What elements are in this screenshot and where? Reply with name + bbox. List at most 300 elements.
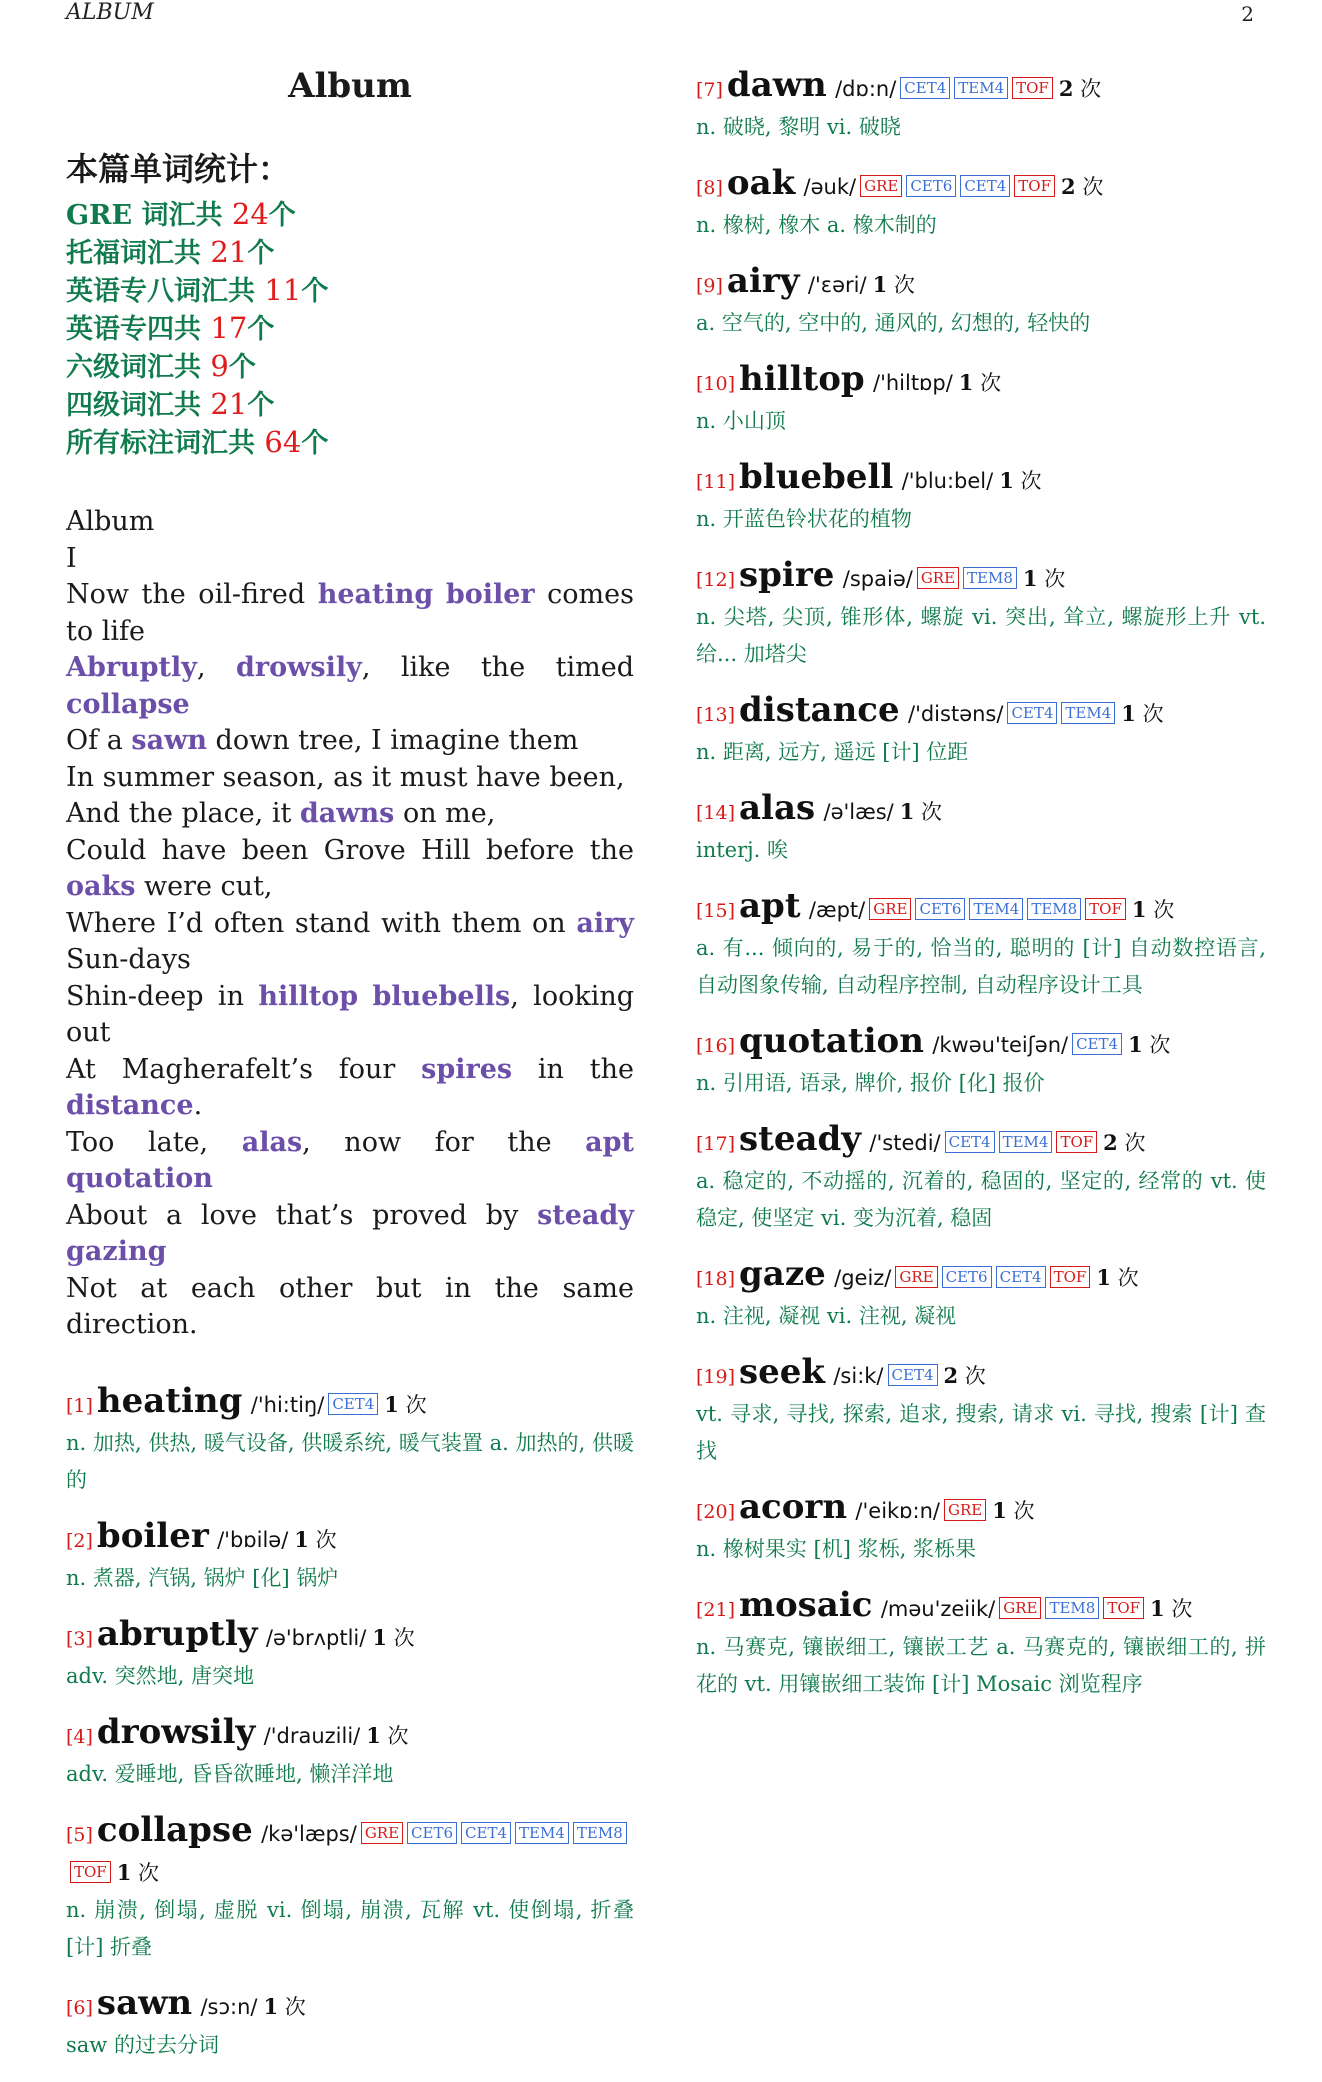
count-unit: 次 — [380, 1723, 409, 1748]
poem-text-segment: , — [196, 652, 237, 683]
poem-line — [66, 979, 634, 1052]
entry-count — [372, 1626, 414, 1650]
vocab-entry — [66, 1517, 634, 1597]
entry-definition: n. 小山顶 — [696, 409, 786, 433]
vocab-entry — [66, 1382, 634, 1499]
entry-head — [696, 1255, 1266, 1298]
entry-word: boiler — [96, 1515, 209, 1556]
count-number: 2 — [1058, 76, 1074, 101]
entry-count — [1061, 175, 1103, 199]
poem-text-segment: down tree, I imagine them — [206, 725, 579, 756]
entry-head — [66, 1984, 634, 2027]
entry-word: hilltop — [739, 359, 865, 399]
exam-tag: TEM8 — [963, 567, 1017, 589]
stat-line — [66, 386, 634, 424]
entry-definition: n. 引用语, 语录, 牌价, 报价 [化] 报价 — [696, 1071, 1045, 1095]
entry-definition: vt. 寻求, 寻找, 探索, 追求, 搜索, 请求 vi. 寻找, 搜索 [计] 查找 — [696, 1402, 1266, 1463]
entry-head — [696, 1120, 1266, 1163]
poem-text-segment: were cut, — [135, 871, 273, 902]
count-number: 1 — [899, 799, 915, 824]
poem-text-segment: Could have been Grove Hill before the — [66, 834, 634, 866]
stat-unit: 个 — [247, 314, 275, 345]
highlighted-word: sawn — [131, 725, 207, 756]
entry-word: abruptly — [96, 1613, 258, 1654]
exam-tag: TOF — [1012, 77, 1053, 99]
exam-tag: TEM8 — [1045, 1597, 1099, 1619]
highlighted-word: hilltop — [258, 980, 359, 1012]
entry-head — [696, 1586, 1266, 1629]
stats-list — [66, 196, 634, 462]
count-number: 1 — [366, 1722, 381, 1748]
entry-head — [696, 66, 1266, 109]
count-unit: 次 — [973, 371, 1002, 395]
entry-definition: n. 橡树, 橡木 a. 橡木制的 — [696, 213, 937, 237]
count-unit: 次 — [1164, 1597, 1193, 1621]
poem-text-segment: In summer season, as it must have been, — [66, 761, 625, 793]
poem-text-segment: At Magherafelt’s four — [66, 1053, 422, 1085]
poem-text-segment: And the place, it — [66, 798, 300, 829]
stat-label: 六级词汇共 — [66, 352, 211, 383]
count-number: 1 — [1022, 566, 1038, 591]
exam-tag: TOF — [1103, 1597, 1144, 1619]
entry-index: [10] — [696, 373, 736, 395]
count-unit: 次 — [1075, 175, 1104, 199]
entry-count — [1150, 1597, 1192, 1621]
vocab-entry — [696, 1586, 1266, 1703]
stat-unit: 个 — [228, 352, 256, 383]
stat-count: 11 — [264, 273, 302, 307]
entry-word: drowsily — [96, 1711, 256, 1752]
entry-count — [263, 1995, 305, 2019]
exam-tag: TEM4 — [969, 898, 1023, 920]
stat-line — [66, 348, 634, 386]
poem-line — [66, 723, 634, 760]
count-unit: 次 — [308, 1527, 337, 1552]
entry-word: collapse — [96, 1809, 253, 1850]
exam-tag: GRE — [917, 567, 959, 589]
highlighted-word: gazing — [66, 1236, 167, 1267]
entry-word: spire — [739, 555, 835, 595]
count-unit: 次 — [1146, 898, 1175, 922]
exam-tag: GRE — [944, 1499, 986, 1521]
highlighted-word: boiler — [445, 579, 535, 610]
entry-definition: a. 空气的, 空中的, 通风的, 幻想的, 轻快的 — [696, 311, 1091, 335]
entry-count — [294, 1528, 336, 1552]
poem-text-segment: in the — [512, 1053, 634, 1085]
entry-count — [944, 1364, 986, 1388]
count-number: 1 — [999, 468, 1014, 493]
entry-head — [66, 1811, 634, 1892]
exam-tag: TEM4 — [1061, 702, 1115, 724]
entry-head — [696, 887, 1266, 930]
count-number: 1 — [1131, 897, 1147, 922]
highlighted-word: alas — [241, 1126, 303, 1158]
poem-line — [66, 796, 634, 833]
entry-head — [696, 1022, 1266, 1065]
vocab-entry — [696, 887, 1266, 1004]
stat-unit: 个 — [301, 428, 329, 459]
highlighted-word: heating — [317, 579, 434, 610]
poem-text-segment: Now the oil-fired — [66, 579, 318, 610]
entry-head — [696, 360, 1266, 403]
entry-definition: n. 加热, 供热, 暖气设备, 供暖系统, 暖气装置 a. 加热的, 供暖的 — [66, 1430, 634, 1492]
count-unit: 次 — [386, 1625, 415, 1650]
vocab-list-left — [66, 1382, 634, 2064]
entry-index: [20] — [696, 1501, 736, 1523]
entry-word: alas — [739, 788, 816, 828]
count-number: 2 — [943, 1363, 959, 1388]
left-column — [66, 66, 634, 2082]
exam-tag: TOF — [70, 1861, 111, 1883]
vocab-entry — [696, 789, 1266, 869]
poem-text-segment — [358, 981, 372, 1012]
entry-definition: adv. 突然地, 唐突地 — [66, 1663, 255, 1688]
entry-word: distance — [739, 690, 900, 730]
stat-count: 9 — [210, 349, 229, 383]
entry-count — [992, 1499, 1034, 1523]
entry-head — [66, 1615, 634, 1658]
vocab-entry — [696, 458, 1266, 538]
entry-phonetic: /'distəns/ — [908, 702, 1004, 726]
entry-count — [1121, 702, 1163, 726]
stat-unit: 个 — [247, 390, 275, 421]
vocab-entry — [696, 1120, 1266, 1237]
stats-heading: 本篇单词统计： — [66, 150, 291, 188]
exam-tag: CET4 — [996, 1266, 1046, 1288]
poem-text-segment: Too late, — [66, 1126, 242, 1158]
entry-word: sawn — [96, 1982, 193, 2023]
vocab-entry — [696, 262, 1266, 342]
stat-count: 21 — [210, 235, 248, 269]
entry-index: [9] — [696, 275, 723, 297]
entry-word: seek — [739, 1352, 825, 1392]
running-header-title: ALBUM — [66, 0, 154, 25]
vocab-entry — [66, 1713, 634, 1793]
highlighted-word: drowsily — [236, 652, 362, 683]
entry-index: [13] — [696, 704, 736, 726]
highlighted-word: dawns — [299, 798, 395, 829]
exam-tag: CET4 — [461, 1822, 511, 1844]
highlighted-word: collapse — [66, 688, 190, 720]
entry-phonetic: /sɔ:n/ — [200, 1994, 258, 2019]
count-unit: 次 — [278, 1994, 306, 2019]
poem-line — [66, 650, 634, 723]
entry-definition: n. 崩溃, 倒塌, 虚脱 vi. 倒塌, 崩溃, 瓦解 vt. 使倒塌, 折叠 [计] 折叠 — [66, 1897, 634, 1959]
stat-count: 64 — [264, 425, 302, 459]
exam-tag: GRE — [860, 175, 902, 197]
count-unit: 次 — [1142, 1033, 1171, 1057]
count-number: 1 — [958, 370, 974, 395]
poem-line — [66, 1198, 634, 1271]
exam-tag: TOF — [1014, 175, 1055, 197]
entry-definition: n. 橡树果实 [机] 浆栎, 浆栎果 — [696, 1537, 976, 1561]
entry-count — [1059, 77, 1101, 101]
stat-line — [66, 424, 634, 462]
exam-tag: GRE — [999, 1597, 1041, 1619]
entry-phonetic: /əuk/ — [803, 175, 857, 199]
vocab-entry — [696, 1255, 1266, 1335]
entry-word: mosaic — [739, 1585, 873, 1625]
count-number: 1 — [384, 1391, 399, 1417]
entry-head — [696, 1488, 1266, 1531]
entry-definition: n. 破晓, 黎明 vi. 破晓 — [696, 115, 901, 139]
vocab-entry — [66, 1811, 634, 1966]
count-unit: 次 — [914, 800, 943, 824]
entry-count — [384, 1393, 426, 1417]
stat-count: 17 — [210, 311, 248, 345]
count-unit: 次 — [1013, 469, 1042, 493]
entry-word: airy — [726, 261, 800, 301]
entry-count — [959, 371, 1001, 395]
exam-tag: CET4 — [888, 1364, 938, 1386]
exam-tag: CET6 — [915, 898, 965, 920]
vocab-entry — [66, 1984, 634, 2064]
highlighted-word: distance — [66, 1090, 194, 1121]
document-title: Album — [288, 66, 412, 106]
poem-text-segment: Of a — [66, 725, 132, 756]
poem-text-segment: Shin-deep in — [66, 980, 259, 1012]
count-unit: 次 — [1037, 567, 1066, 591]
entry-head — [66, 1382, 634, 1425]
vocab-entry — [66, 1615, 634, 1695]
count-number: 1 — [1128, 1032, 1143, 1057]
entry-definition: saw 的过去分词 — [66, 2032, 219, 2057]
entry-count — [1132, 898, 1174, 922]
poem-line — [66, 760, 634, 797]
stat-unit: 个 — [301, 276, 329, 307]
entry-definition: adv. 爱睡地, 昏昏欲睡地, 懒洋洋地 — [66, 1761, 394, 1786]
count-unit: 次 — [398, 1392, 427, 1417]
poem-line — [66, 1271, 634, 1344]
stat-line — [66, 272, 634, 310]
entry-definition: n. 注视, 凝视 vi. 注视, 凝视 — [696, 1304, 957, 1328]
entry-phonetic: /kə'læps/ — [261, 1821, 357, 1846]
entry-head — [696, 262, 1266, 305]
entry-word: dawn — [726, 65, 827, 105]
count-number: 1 — [872, 272, 888, 297]
exam-tag: TEM8 — [1027, 898, 1081, 920]
count-number: 1 — [1121, 701, 1136, 726]
entry-index: [18] — [696, 1268, 736, 1290]
vocab-entry — [696, 360, 1266, 440]
poem-text-segment: I — [66, 542, 77, 574]
highlighted-word: oaks — [66, 871, 136, 902]
vocab-entry — [696, 164, 1266, 244]
count-unit: 次 — [131, 1860, 160, 1885]
poem-text-segment: About a love that’s proved by — [66, 1199, 538, 1231]
poem-text-segment: , now for the — [302, 1126, 586, 1158]
exam-tag: GRE — [361, 1822, 403, 1844]
entry-phonetic: /geiz/ — [834, 1266, 892, 1290]
entry-phonetic: /ə'læs/ — [823, 800, 894, 824]
highlighted-word: Abruptly — [66, 652, 197, 683]
highlighted-word: bluebells — [372, 980, 511, 1012]
poem-text-segment — [433, 579, 446, 610]
entry-phonetic: /'drauzili/ — [263, 1723, 361, 1748]
entry-head — [696, 164, 1266, 207]
entry-phonetic: /'hiltɒp/ — [873, 371, 953, 395]
poem-text — [66, 504, 634, 1344]
count-number: 1 — [992, 1498, 1007, 1523]
entry-count — [900, 800, 942, 824]
entry-index: [19] — [696, 1366, 736, 1388]
count-number: 1 — [1150, 1596, 1165, 1621]
highlighted-word: airy — [576, 907, 634, 939]
entry-phonetic: /kwəu'teiʃən/ — [932, 1033, 1069, 1057]
entry-count — [117, 1861, 159, 1885]
entry-index: [3] — [66, 1627, 93, 1650]
stat-count: 21 — [210, 387, 248, 421]
poem-text-segment: , like the timed — [361, 652, 634, 683]
exam-tag: TEM8 — [573, 1822, 627, 1844]
entry-definition: n. 距离, 远方, 遥远 [计] 位距 — [696, 740, 969, 764]
entry-definition: interj. 唉 — [696, 838, 789, 862]
exam-tag: CET6 — [906, 175, 956, 197]
entry-index: [15] — [696, 900, 736, 922]
entry-head — [696, 556, 1266, 599]
entry-phonetic: /'blu:bel/ — [901, 469, 994, 493]
poem-line — [66, 833, 634, 906]
stat-label: 英语专四共 — [66, 314, 211, 345]
stat-unit: 个 — [268, 200, 296, 231]
entry-phonetic: /'ɛəri/ — [807, 273, 867, 297]
stat-line — [66, 310, 634, 348]
entry-count — [873, 273, 915, 297]
exam-tag: CET4 — [1072, 1033, 1122, 1055]
entry-index: [17] — [696, 1133, 736, 1155]
entry-count — [1103, 1131, 1145, 1155]
entry-word: gaze — [739, 1254, 826, 1294]
count-unit: 次 — [1006, 1499, 1035, 1523]
vocab-list-right — [696, 66, 1266, 1721]
poem-line — [66, 1125, 634, 1198]
stat-unit: 个 — [247, 238, 275, 269]
highlighted-word: apt — [585, 1126, 634, 1158]
entry-count — [366, 1724, 408, 1748]
exam-tag: CET6 — [407, 1822, 457, 1844]
exam-tag: TEM4 — [999, 1131, 1053, 1153]
exam-tag: CET4 — [328, 1393, 378, 1415]
stat-label: 四级词汇共 — [66, 390, 211, 421]
poem-text-segment: on me, — [394, 798, 496, 829]
highlighted-word: quotation — [66, 1163, 213, 1194]
poem-text-segment: comes to life — [66, 579, 634, 647]
count-unit: 次 — [1073, 77, 1102, 101]
exam-tag: TEM4 — [515, 1822, 569, 1844]
vocab-entry — [696, 1353, 1266, 1470]
poem-text-segment: Album — [66, 506, 155, 537]
vocab-entry — [696, 66, 1266, 146]
entry-definition: n. 马赛克, 镶嵌细工, 镶嵌工艺 a. 马赛克的, 镶嵌细工的, 拼花的 vt. 用镶嵌细工装饰 [计] Mosaic 浏览程序 — [696, 1635, 1266, 1696]
entry-head — [696, 789, 1266, 832]
stat-label: 所有标注词汇共 — [66, 428, 265, 459]
count-number: 1 — [116, 1859, 132, 1885]
entry-index: [11] — [696, 471, 736, 493]
entry-definition: a. 稳定的, 不动摇的, 沉着的, 稳固的, 坚定的, 经常的 vt. 使稳定, 使坚定 vi. 变为沉着, 稳固 — [696, 1169, 1266, 1230]
entry-word: bluebell — [739, 457, 894, 497]
stat-label: 托福词汇共 — [66, 238, 211, 269]
page-number: 2 — [1241, 2, 1254, 26]
vocab-entry — [696, 556, 1266, 673]
exam-tag: CET4 — [900, 77, 950, 99]
count-number: 2 — [1061, 174, 1076, 199]
stat-count: 24 — [231, 197, 269, 231]
entry-word: heating — [96, 1380, 243, 1421]
count-number: 1 — [1096, 1265, 1111, 1290]
exam-tag: CET4 — [945, 1131, 995, 1153]
poem-line — [66, 541, 634, 578]
entry-index: [21] — [696, 1599, 736, 1621]
entry-word: acorn — [739, 1487, 848, 1527]
entry-index: [5] — [66, 1823, 93, 1846]
entry-index: [14] — [696, 802, 736, 824]
count-unit: 次 — [958, 1364, 986, 1388]
entry-index: [1] — [66, 1394, 93, 1417]
entry-phonetic: /ə'brʌptli/ — [265, 1625, 367, 1650]
entry-word: quotation — [739, 1021, 924, 1061]
poem-line — [66, 1052, 634, 1125]
exam-tag: CET4 — [960, 175, 1010, 197]
entry-head — [66, 1517, 634, 1560]
count-unit: 次 — [1110, 1266, 1139, 1290]
entry-index: [6] — [66, 1996, 93, 2019]
vocab-entry — [696, 691, 1266, 771]
highlighted-word: spires — [421, 1053, 513, 1085]
exam-tag: TOF — [1050, 1266, 1091, 1288]
stat-label: GRE 词汇共 — [66, 200, 232, 231]
count-number: 2 — [1103, 1130, 1118, 1155]
entry-head — [696, 1353, 1266, 1396]
poem-line — [66, 504, 634, 541]
entry-index: [16] — [696, 1035, 736, 1057]
highlighted-word: steady — [537, 1199, 634, 1231]
entry-phonetic: /'eikɒ:n/ — [855, 1499, 940, 1523]
vocab-entry — [696, 1022, 1266, 1102]
poem-text-segment: . — [193, 1090, 203, 1121]
entry-definition: a. 有... 倾向的, 易于的, 恰当的, 聪明的 [计] 自动数控语言, 自动图象传输, 自动程序控制, 自动程序设计工具 — [696, 936, 1266, 997]
exam-tag: GRE — [869, 898, 911, 920]
entry-index: [12] — [696, 569, 736, 591]
poem-text-segment: Not at each other but in the same direction. — [66, 1272, 634, 1340]
exam-tag: CET6 — [942, 1266, 992, 1288]
entry-index: [2] — [66, 1529, 93, 1552]
poem-line — [66, 906, 634, 979]
entry-word: apt — [739, 886, 801, 926]
entry-phonetic: /'hi:tiŋ/ — [250, 1392, 325, 1417]
entry-definition: n. 尖塔, 尖顶, 锥形体, 螺旋 vi. 突出, 耸立, 螺旋形上升 vt. 给... 加塔尖 — [696, 605, 1266, 666]
count-number: 1 — [263, 1993, 279, 2019]
entry-definition: n. 煮器, 汽锅, 锅炉 [化] 锅炉 — [66, 1565, 339, 1590]
stat-line — [66, 196, 634, 234]
entry-count — [1128, 1033, 1170, 1057]
entry-head — [66, 1713, 634, 1756]
exam-tag: TEM4 — [954, 77, 1008, 99]
entry-phonetic: /dɒ:n/ — [835, 77, 897, 101]
entry-count — [1023, 567, 1065, 591]
entry-phonetic: /məu'zeiik/ — [880, 1597, 996, 1621]
entry-count — [1096, 1266, 1138, 1290]
entry-phonetic: /'stedi/ — [869, 1131, 941, 1155]
exam-tag: CET4 — [1007, 702, 1057, 724]
vocab-entry — [696, 1488, 1266, 1568]
count-unit: 次 — [1135, 702, 1164, 726]
entry-phonetic: /æpt/ — [808, 898, 866, 922]
count-unit: 次 — [1117, 1131, 1146, 1155]
entry-definition: n. 开蓝色铃状花的植物 — [696, 507, 912, 531]
entry-head — [696, 691, 1266, 734]
poem-text-segment: , looking out — [66, 980, 634, 1048]
poem-line — [66, 577, 634, 650]
